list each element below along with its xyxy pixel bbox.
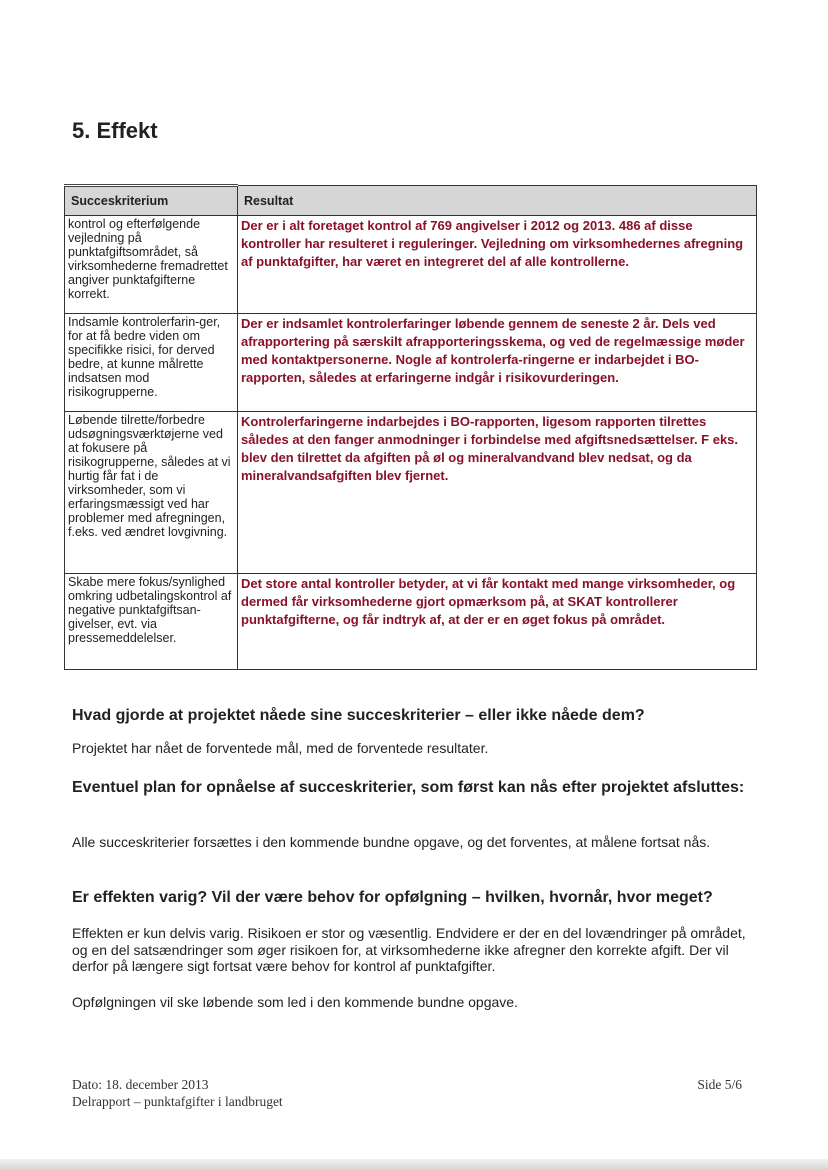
section-heading: Eventuel plan for opnåelse af succeskriterier, som først kan nås efter projektet afsluttes: xyxy=(72,779,745,796)
scan-edge xyxy=(0,1159,828,1169)
table-row xyxy=(65,216,757,314)
section-heading: Er effekten varig? Vil der være behov for opfølgning – hvilken, hvornår, hvor meget? xyxy=(72,889,713,906)
criterion-cell: Skabe mere fokus/synlighed omkring udbetalingskontrol af negative punktafgiftsan-givelser, evt. via pressemeddelelser. xyxy=(65,574,238,670)
section-paragraph: Projektet har nået de forventede mål, med de forventede resultater. xyxy=(72,740,489,756)
section-paragraph: Alle succeskriterier forsættes i den kommende bundne opgave, og det forventes, at målene fortsat nås. xyxy=(72,834,711,850)
success-criteria-table xyxy=(64,184,757,670)
footer-page-number: Side 5/6 xyxy=(697,1077,742,1092)
footer-left xyxy=(72,1076,283,1110)
footer-doc-title: Delrapport – punktafgifter i landbruget xyxy=(72,1094,283,1109)
footer-date: Dato: 18. december 2013 xyxy=(72,1077,209,1092)
section-heading: Hvad gjorde at projektet nåede sine succeskriterier – eller ikke nåede dem? xyxy=(72,707,645,724)
table-header-row xyxy=(65,186,757,216)
table-row xyxy=(65,412,757,574)
section-paragraph: Opfølgningen vil ske løbende som led i den kommende bundne opgave. xyxy=(72,994,518,1010)
criterion-cell: kontrol og efterfølgende vejledning på punktafgiftsområdet, så virksomhederne fremadrettet angiver punktafgifterne korrekt. xyxy=(65,216,238,314)
criterion-cell: Løbende tilrette/forbedre udsøgningsværktøjerne ved at fokusere på risikogrupperne, således at vi hurtig får fat i de virksomheder, som vi erfaringsmæssigt ved har problemer med afregningen, f.eks. ved ændret lovgivning. xyxy=(65,412,238,574)
section-title: 5. Effekt xyxy=(72,118,158,143)
header-result: Resultat xyxy=(238,186,757,216)
result-cell: Der er i alt foretaget kontrol af 769 angivelser i 2012 og 2013. 486 af disse kontroller har resulteret i reguleringer. Vejledning om virksomhedernes afregning af punktafgifter, har været en integreret del af alle kontrollerne. xyxy=(238,216,757,314)
result-cell: Der er indsamlet kontrolerfaringer løbende gennem de seneste 2 år. Dels ved afrapportering på særskilt afrapporteringsskema, og ved de regelmæssige møder med kontaktpersonerne. Nogle af kontrolerfa-ringerne er indarbejdet i BO-rapporten, således at erfaringerne indgår i risikovurderingen. xyxy=(238,314,757,412)
table-row xyxy=(65,574,757,670)
result-cell: Kontrolerfaringerne indarbejdes i BO-rapporten, ligesom rapporten tilrettes således at den fanger anmodninger i forbindelse med afgiftsnedsættelser. F eks. blev den tilrettet da afgiften på øl og mineralvandvand blev nedsat, og da mineralvandsafgiften blev fjernet. xyxy=(238,412,757,574)
section-paragraph: Effekten er kun delvis varig. Risikoen er stor og væsentlig. Endvidere er der en del lovændringer på området, og en del satsændringer som øger risikoen for, at virksomhederne ikke afregner den korrekte afgift. Der vil derfor på længere sigt fortsat være behov for kontrol af punktafgifter. xyxy=(72,925,746,974)
result-cell: Det store antal kontroller betyder, at vi får kontakt med mange virksomheder, og dermed får virksomhederne gjort opmærksom på, at SKAT kontrollerer punktafgifterne, og får indtryk af, at der er en øget fokus på området. xyxy=(238,574,757,670)
table-row xyxy=(65,314,757,412)
criterion-cell: Indsamle kontrolerfarin-ger, for at få bedre viden om specifikke risici, for derved bedre, at kunne målrette indsatsen mod risikogrupperne. xyxy=(65,314,238,412)
header-criterion: Succeskriterium xyxy=(65,186,238,216)
